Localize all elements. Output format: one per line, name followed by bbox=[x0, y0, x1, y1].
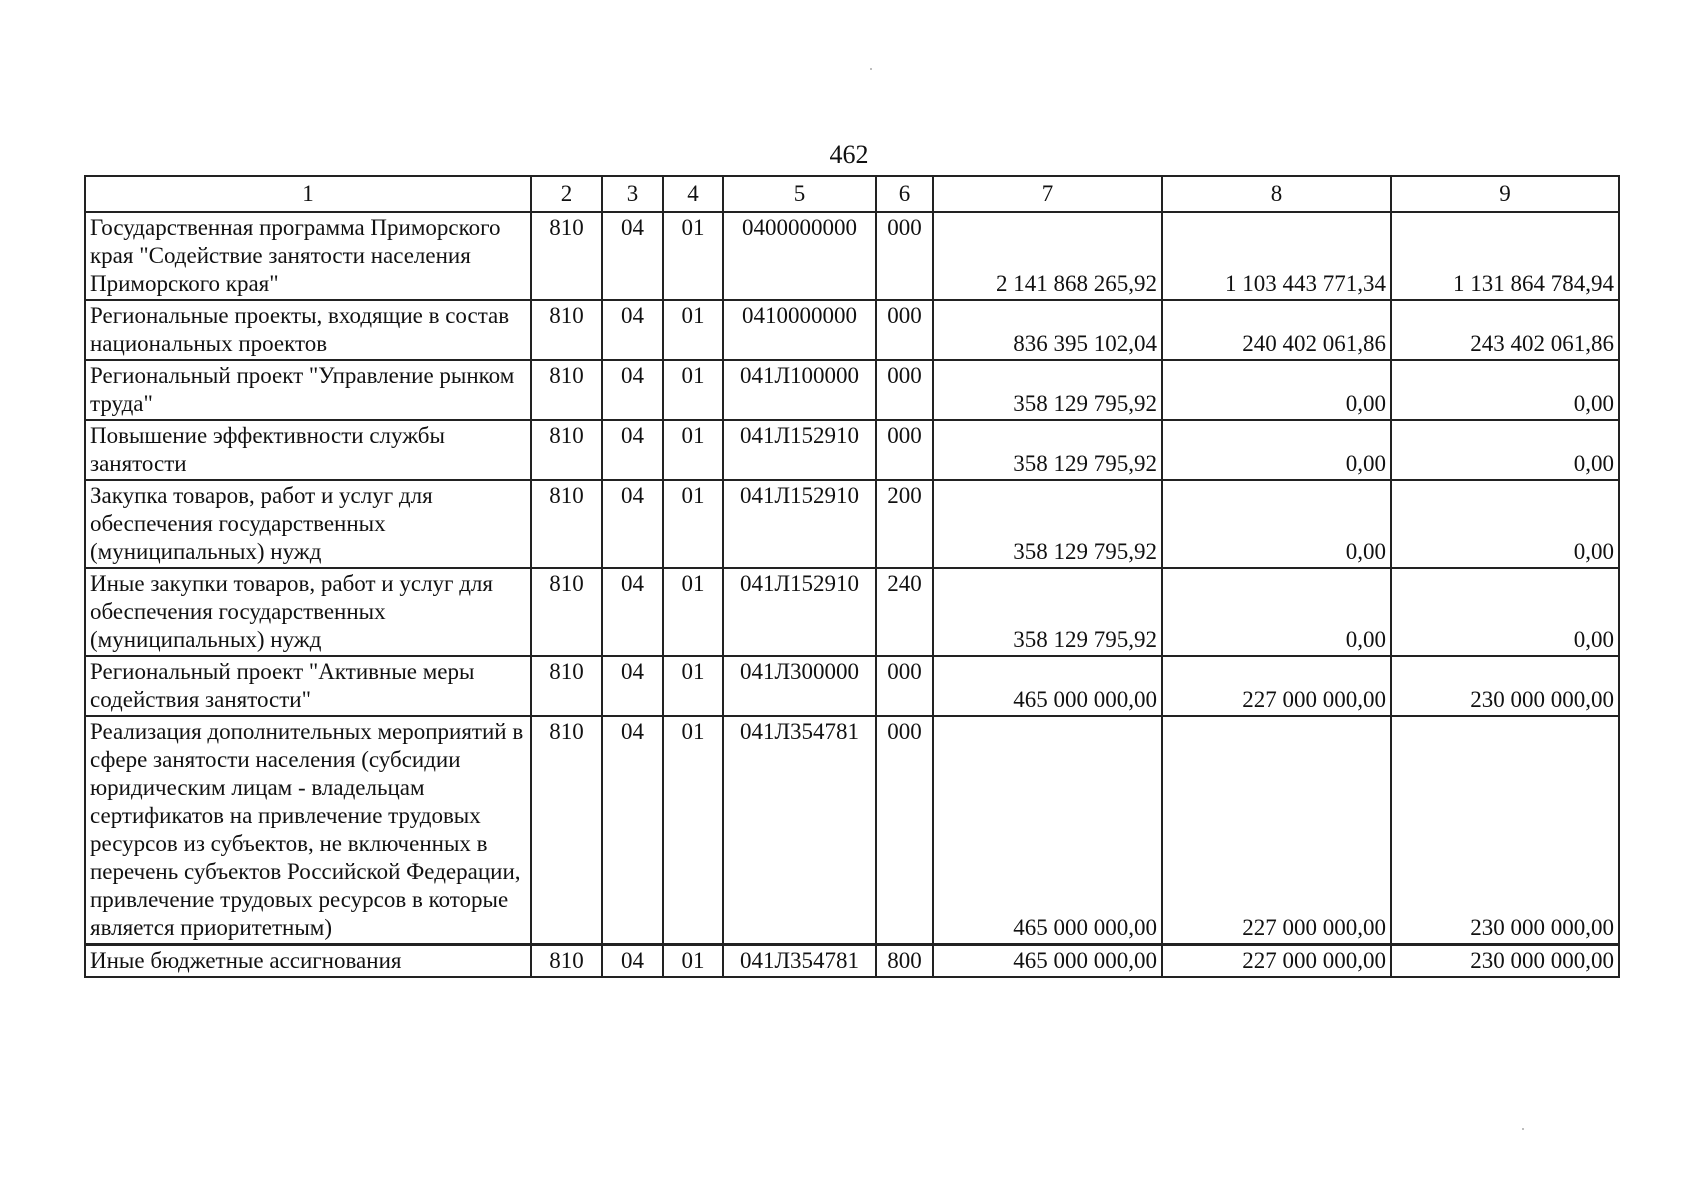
table-row bbox=[85, 945, 1619, 978]
amount-col8: 0,00 bbox=[1162, 480, 1391, 568]
code-ministry: 810 bbox=[531, 420, 602, 480]
code-expense-type: 200 bbox=[876, 480, 933, 568]
code-expense-type: 000 bbox=[876, 300, 933, 360]
code-expense-type: 000 bbox=[876, 360, 933, 420]
code-ministry: 810 bbox=[531, 945, 602, 978]
amount-col9: 0,00 bbox=[1391, 420, 1619, 480]
code-ministry: 810 bbox=[531, 480, 602, 568]
row-name: Закупка товаров, работ и услуг для обеспечения государственных (муниципальных) нужд bbox=[85, 480, 531, 568]
table-row bbox=[85, 480, 1619, 568]
code-expense-type: 240 bbox=[876, 568, 933, 656]
row-name: Иные бюджетные ассигнования bbox=[85, 945, 531, 978]
amount-col8: 1 103 443 771,34 bbox=[1162, 212, 1391, 300]
page-number: 462 bbox=[829, 140, 869, 169]
amount-col8: 0,00 bbox=[1162, 360, 1391, 420]
amount-col7: 358 129 795,92 bbox=[933, 568, 1162, 656]
code-target: 041Л100000 bbox=[723, 360, 876, 420]
amount-col9: 230 000 000,00 bbox=[1391, 716, 1619, 945]
row-name: Государственная программа Приморского края "Содействие занятости населения Приморского края" bbox=[85, 212, 531, 300]
row-name: Иные закупки товаров, работ и услуг для обеспечения государственных (муниципальных) нужд bbox=[85, 568, 531, 656]
code-target: 0400000000 bbox=[723, 212, 876, 300]
table-row bbox=[85, 656, 1619, 716]
code-target: 041Л354781 bbox=[723, 945, 876, 978]
code-target: 0410000000 bbox=[723, 300, 876, 360]
code-subsection: 01 bbox=[663, 656, 723, 716]
amount-col9: 230 000 000,00 bbox=[1391, 945, 1619, 978]
code-expense-type: 000 bbox=[876, 716, 933, 945]
header-row bbox=[85, 176, 1619, 212]
amount-col9: 1 131 864 784,94 bbox=[1391, 212, 1619, 300]
code-subsection: 01 bbox=[663, 300, 723, 360]
amount-col9: 243 402 061,86 bbox=[1391, 300, 1619, 360]
code-target: 041Л300000 bbox=[723, 656, 876, 716]
amount-col8: 0,00 bbox=[1162, 568, 1391, 656]
row-name: Региональные проекты, входящие в состав национальных проектов bbox=[85, 300, 531, 360]
amount-col7: 2 141 868 265,92 bbox=[933, 212, 1162, 300]
code-expense-type: 800 bbox=[876, 945, 933, 978]
table-row bbox=[85, 716, 1619, 945]
code-section: 04 bbox=[602, 945, 663, 978]
code-subsection: 01 bbox=[663, 716, 723, 945]
code-target: 041Л152910 bbox=[723, 420, 876, 480]
column-header: 2 bbox=[531, 176, 602, 212]
row-name: Региональный проект "Управление рынком труда" bbox=[85, 360, 531, 420]
table-row bbox=[85, 420, 1619, 480]
amount-col8: 0,00 bbox=[1162, 420, 1391, 480]
code-section: 04 bbox=[602, 656, 663, 716]
code-ministry: 810 bbox=[531, 212, 602, 300]
code-subsection: 01 bbox=[663, 360, 723, 420]
code-expense-type: 000 bbox=[876, 656, 933, 716]
code-section: 04 bbox=[602, 420, 663, 480]
amount-col7: 358 129 795,92 bbox=[933, 420, 1162, 480]
column-header: 3 bbox=[602, 176, 663, 212]
amount-col9: 0,00 bbox=[1391, 568, 1619, 656]
amount-col8: 227 000 000,00 bbox=[1162, 656, 1391, 716]
code-ministry: 810 bbox=[531, 656, 602, 716]
row-name: Реализация дополнительных мероприятий в сфере занятости населения (субсидии юридическим лицам - владельцам сертификатов на привлечение трудовых ресурсов из субъектов, не включенных в перечень субъектов Российской Федерации, привлечение трудовых ресурсов в которые является приоритетным) bbox=[85, 716, 531, 945]
column-header: 6 bbox=[876, 176, 933, 212]
code-ministry: 810 bbox=[531, 568, 602, 656]
column-header: 5 bbox=[723, 176, 876, 212]
row-name: Региональный проект "Активные меры содействия занятости" bbox=[85, 656, 531, 716]
table-row bbox=[85, 360, 1619, 420]
amount-col7: 358 129 795,92 bbox=[933, 360, 1162, 420]
budget-table bbox=[84, 175, 1620, 978]
code-section: 04 bbox=[602, 212, 663, 300]
amount-col7: 465 000 000,00 bbox=[933, 945, 1162, 978]
amount-col8: 227 000 000,00 bbox=[1162, 945, 1391, 978]
code-section: 04 bbox=[602, 716, 663, 945]
code-section: 04 bbox=[602, 568, 663, 656]
code-ministry: 810 bbox=[531, 716, 602, 945]
amount-col7: 465 000 000,00 bbox=[933, 656, 1162, 716]
amount-col8: 240 402 061,86 bbox=[1162, 300, 1391, 360]
code-subsection: 01 bbox=[663, 420, 723, 480]
code-target: 041Л152910 bbox=[723, 568, 876, 656]
code-subsection: 01 bbox=[663, 480, 723, 568]
amount-col9: 230 000 000,00 bbox=[1391, 656, 1619, 716]
amount-col8: 227 000 000,00 bbox=[1162, 716, 1391, 945]
column-header: 7 bbox=[933, 176, 1162, 212]
column-header: 1 bbox=[85, 176, 531, 212]
row-name: Повышение эффективности службы занятости bbox=[85, 420, 531, 480]
code-ministry: 810 bbox=[531, 360, 602, 420]
code-expense-type: 000 bbox=[876, 212, 933, 300]
code-target: 041Л152910 bbox=[723, 480, 876, 568]
amount-col7: 358 129 795,92 bbox=[933, 480, 1162, 568]
amount-col9: 0,00 bbox=[1391, 360, 1619, 420]
code-subsection: 01 bbox=[663, 568, 723, 656]
amount-col7: 836 395 102,04 bbox=[933, 300, 1162, 360]
amount-col7: 465 000 000,00 bbox=[933, 716, 1162, 945]
code-section: 04 bbox=[602, 300, 663, 360]
scan-speck bbox=[1522, 1128, 1524, 1130]
code-subsection: 01 bbox=[663, 945, 723, 978]
code-section: 04 bbox=[602, 360, 663, 420]
code-section: 04 bbox=[602, 480, 663, 568]
table-row bbox=[85, 568, 1619, 656]
column-header: 4 bbox=[663, 176, 723, 212]
scan-speck bbox=[870, 68, 872, 70]
column-header: 8 bbox=[1162, 176, 1391, 212]
column-header: 9 bbox=[1391, 176, 1619, 212]
table-row bbox=[85, 212, 1619, 300]
code-expense-type: 000 bbox=[876, 420, 933, 480]
code-ministry: 810 bbox=[531, 300, 602, 360]
code-subsection: 01 bbox=[663, 212, 723, 300]
table-row bbox=[85, 300, 1619, 360]
amount-col9: 0,00 bbox=[1391, 480, 1619, 568]
code-target: 041Л354781 bbox=[723, 716, 876, 945]
